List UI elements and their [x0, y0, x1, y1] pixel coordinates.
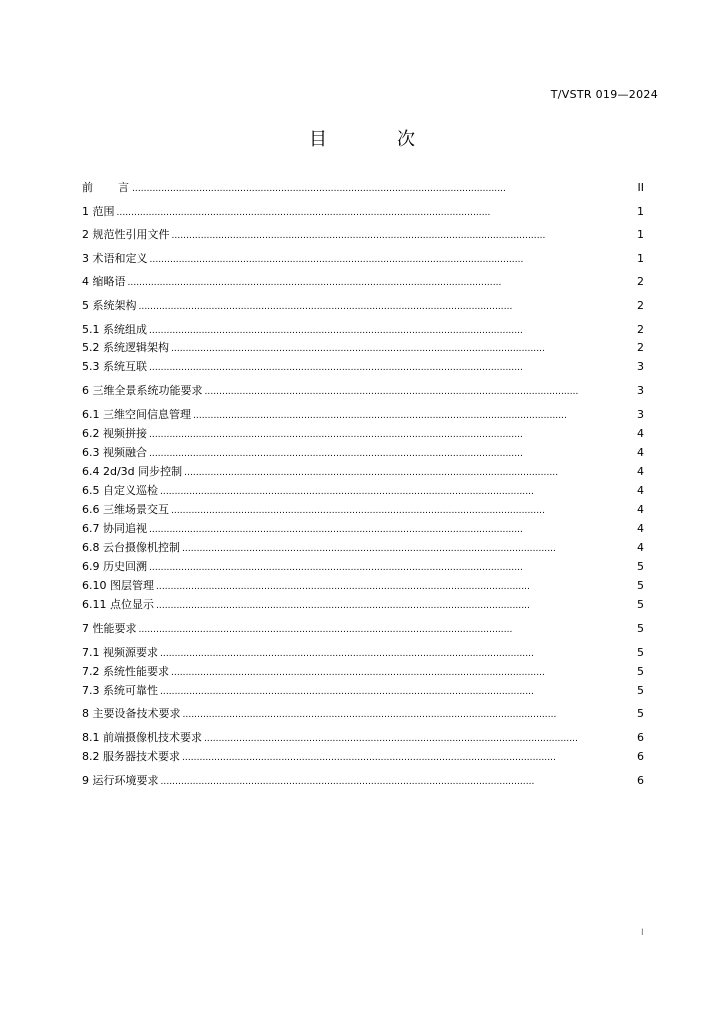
toc-entry-label: 6.3 视频融合: [82, 446, 147, 459]
toc-entry-page: 6: [637, 731, 644, 744]
toc-entry-page: II: [637, 181, 644, 194]
toc-entry-label: 5.3 系统互联: [82, 360, 147, 373]
toc-entry-page: 4: [637, 522, 644, 535]
toc-leader-dots: [205, 384, 635, 399]
toc-leader-dots: [161, 774, 635, 789]
toc-entry-label: 6.7 协同追视: [82, 522, 147, 535]
toc-entry-6-1[interactable]: [82, 408, 644, 423]
toc-entry-foreword[interactable]: [82, 181, 644, 196]
toc-entry-6-11[interactable]: [82, 598, 644, 613]
toc-entry-page: 5: [637, 598, 644, 611]
toc-entry-label: 6.2 视频拼接: [82, 427, 147, 440]
toc-leader-dots: [184, 465, 634, 480]
toc-entry-label: 5.1 系统组成: [82, 323, 147, 336]
toc-entry-label: 7.3 系统可靠性: [82, 684, 158, 697]
toc-entry-6-5[interactable]: [82, 484, 644, 499]
toc-leader-dots: [160, 684, 634, 699]
toc-leader-dots: [149, 323, 634, 338]
toc-entry-page: 5: [637, 707, 644, 720]
toc-entry-page: 5: [637, 665, 644, 678]
toc-entry-8-2[interactable]: [82, 750, 644, 765]
toc-leader-dots: [132, 181, 634, 196]
toc-leader-dots: [128, 275, 635, 290]
toc-leader-dots: [171, 503, 634, 518]
toc-entry-6-10[interactable]: [82, 579, 644, 594]
toc-entry-page: 2: [637, 299, 644, 312]
toc-entry-label: 7.2 系统性能要求: [82, 665, 169, 678]
toc-leader-dots: [160, 646, 634, 661]
toc-entry-label: 5.2 系统逻辑架构: [82, 341, 169, 354]
toc-entry-6-9[interactable]: [82, 560, 644, 575]
toc-entry-label: 4 缩略语: [82, 275, 126, 288]
toc-entry-label: 6.8 云台摄像机控制: [82, 541, 180, 554]
toc-leader-dots: [160, 484, 634, 499]
toc-title: 目 次: [309, 129, 441, 150]
toc-entry-page: 5: [637, 646, 644, 659]
toc-leader-dots: [156, 598, 634, 613]
toc-leader-dots: [193, 408, 634, 423]
toc-entry-label: 7 性能要求: [82, 622, 137, 635]
toc-entry-page: 2: [637, 341, 644, 354]
toc-entry-page: 1: [637, 205, 644, 218]
toc-entry-5[interactable]: [82, 299, 644, 314]
toc-leader-dots: [204, 731, 634, 746]
toc-leader-dots: [172, 228, 635, 243]
toc-entry-4[interactable]: [82, 275, 644, 290]
toc-entry-7-3[interactable]: [82, 684, 644, 699]
toc-entry-1[interactable]: [82, 205, 644, 220]
toc-entry-page: 3: [637, 360, 644, 373]
toc-entry-5-1[interactable]: [82, 323, 644, 338]
toc-entry-label: 6.4 2d/3d 同步控制: [82, 465, 183, 478]
toc-leader-dots: [149, 522, 634, 537]
toc-entry-label: 6.5 自定义巡检: [82, 484, 158, 497]
toc-entry-5-3[interactable]: [82, 360, 644, 375]
toc-entry-label: 6.6 三维场景交互: [82, 503, 169, 516]
toc-entry-8[interactable]: [82, 707, 644, 722]
toc-entry-page: 2: [637, 275, 644, 288]
toc-entry-6[interactable]: [82, 384, 644, 399]
toc-entry-label: 3 术语和定义: [82, 252, 148, 265]
toc-leader-dots: [171, 665, 634, 680]
page-number: I: [641, 928, 644, 938]
toc-entry-label: 8.1 前端摄像机技术要求: [82, 731, 202, 744]
toc-leader-dots: [139, 299, 635, 314]
toc-entry-label: 9 运行环境要求: [82, 774, 159, 787]
toc-entry-2[interactable]: [82, 228, 644, 243]
toc-entry-label: 8 主要设备技术要求: [82, 707, 181, 720]
toc-entry-page: 4: [637, 541, 644, 554]
toc-entry-page: 4: [637, 427, 644, 440]
toc-entry-9[interactable]: [82, 774, 644, 789]
toc-leader-dots: [149, 560, 634, 575]
toc-entry-7-1[interactable]: [82, 646, 644, 661]
toc-entry-page: 4: [637, 503, 644, 516]
toc-leader-dots: [149, 360, 634, 375]
toc-entry-7[interactable]: [82, 622, 644, 637]
toc-leader-dots: [139, 622, 635, 637]
toc-entry-label: 1 范围: [82, 205, 115, 218]
toc-entry-label: 2 规范性引用文件: [82, 228, 170, 241]
toc-leader-dots: [182, 541, 634, 556]
toc-entry-page: 6: [637, 750, 644, 763]
toc-entry-page: 1: [637, 228, 644, 241]
toc-entry-page: 5: [637, 684, 644, 697]
toc-entry-page: 4: [637, 484, 644, 497]
toc-entry-6-8[interactable]: [82, 541, 644, 556]
toc-leader-dots: [183, 707, 635, 722]
toc-leader-dots: [149, 446, 634, 461]
toc-entry-label: 6.11 点位显示: [82, 598, 154, 611]
toc-entry-3[interactable]: [82, 252, 644, 267]
toc-entry-label: 7.1 视频源要求: [82, 646, 158, 659]
document-code: T/VSTR 019—2024: [550, 88, 658, 101]
toc-entry-8-1[interactable]: [82, 731, 644, 746]
toc-entry-6-4[interactable]: [82, 465, 644, 480]
toc-leader-dots: [117, 205, 635, 220]
toc-entry-page: 4: [637, 446, 644, 459]
toc-leader-dots: [149, 427, 634, 442]
toc-entry-6-2[interactable]: [82, 427, 644, 442]
toc-entry-7-2[interactable]: [82, 665, 644, 680]
toc-entry-6-7[interactable]: [82, 522, 644, 537]
toc-entry-label: 6 三维全景系统功能要求: [82, 384, 203, 397]
toc-entry-label: 8.2 服务器技术要求: [82, 750, 180, 763]
toc-entry-label: 5 系统架构: [82, 299, 137, 312]
toc-entry-label: 6.1 三维空间信息管理: [82, 408, 191, 421]
toc-entry-page: 1: [637, 252, 644, 265]
toc-entry-label: 6.9 历史回溯: [82, 560, 147, 573]
toc-entry-page: 4: [637, 465, 644, 478]
toc-entry-page: 5: [637, 622, 644, 635]
toc-entry-label: 前 言: [82, 181, 130, 194]
toc-leader-dots: [171, 341, 634, 356]
toc-entry-6-3[interactable]: [82, 446, 644, 461]
toc-entry-page: 2: [637, 323, 644, 336]
toc-leader-dots: [156, 579, 634, 594]
toc-entry-page: 5: [637, 560, 644, 573]
toc-leader-dots: [182, 750, 634, 765]
toc-entry-page: 6: [637, 774, 644, 787]
toc-entry-label: 6.10 图层管理: [82, 579, 154, 592]
toc-entry-5-2[interactable]: [82, 341, 644, 356]
toc-entry-6-6[interactable]: [82, 503, 644, 518]
toc-entry-page: 5: [637, 579, 644, 592]
toc-leader-dots: [150, 252, 635, 267]
toc-entry-page: 3: [637, 384, 644, 397]
toc-entry-page: 3: [637, 408, 644, 421]
